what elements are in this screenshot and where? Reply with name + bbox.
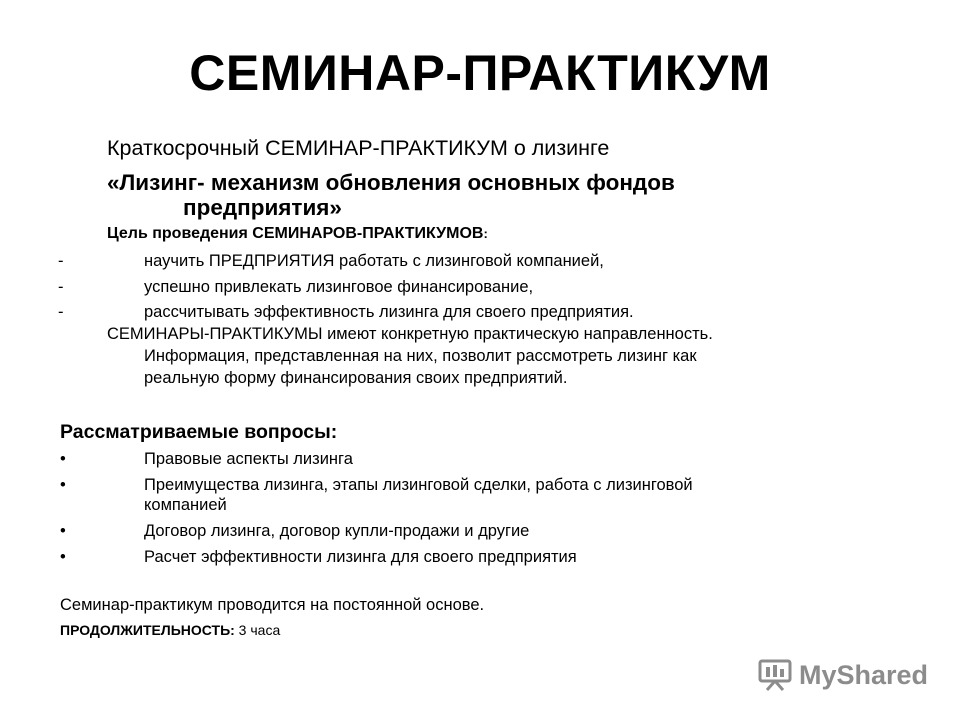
presentation-board-icon [757, 658, 793, 692]
question-text: Преимущества лизинга, этапы лизинговой сделки, работа с лизинговой [144, 476, 693, 494]
seminar-topic-line2: предприятия» [183, 195, 342, 220]
description-line1: СЕМИНАРЫ-ПРАКТИКУМЫ имеют конкретную практическую направленность. [107, 325, 713, 343]
dash-marker: - [58, 252, 64, 270]
seminar-topic-line1: «Лизинг- механизм обновления основных фондов [107, 170, 675, 195]
seminar-topic [107, 170, 675, 220]
goal-item [58, 278, 533, 297]
questions-heading: Рассматриваемые вопросы: [60, 421, 338, 443]
seminar-note: Семинар-практикум проводится на постоянной основе. [60, 596, 485, 614]
question-item [60, 521, 529, 541]
goal-item [58, 252, 604, 271]
goal-colon: : [483, 226, 488, 241]
dash-marker: - [58, 278, 64, 296]
description-paragraph [107, 323, 713, 389]
bullet-marker: • [60, 450, 66, 468]
question-item [60, 547, 577, 567]
question-item [60, 475, 693, 515]
bullet-marker: • [60, 476, 66, 494]
bullet-marker: • [60, 522, 66, 540]
watermark [757, 658, 928, 692]
description-line2: Информация, представленная на них, позволит рассмотреть лизинг как [144, 347, 697, 365]
goal-item-text: рассчитывать эффективность лизинга для своего предприятия. [144, 303, 634, 321]
intro-line: Краткосрочный СЕМИНАР-ПРАКТИКУМ о лизинге [107, 136, 610, 160]
question-text: Расчет эффективности лизинга для своего предприятия [144, 548, 577, 566]
goal-item [58, 303, 634, 322]
goal-item-text: успешно привлекать лизинговое финансирование, [144, 278, 534, 296]
slide-title: СЕМИНАР-ПРАКТИКУМ [189, 45, 771, 101]
watermark-text: MyShared [798, 659, 928, 690]
goal-heading [107, 225, 488, 243]
goal-item-text: научить ПРЕДПРИЯТИЯ работать с лизинговой компанией, [144, 252, 604, 270]
question-text: Договор лизинга, договор купли-продажи и другие [144, 522, 530, 540]
goal-label: Цель проведения СЕМИНАРОВ-ПРАКТИКУМОВ [107, 225, 484, 242]
dash-marker: - [58, 303, 64, 321]
bullet-marker: • [60, 548, 66, 566]
duration-label: ПРОДОЛЖИТЕЛЬНОСТЬ: [60, 622, 235, 638]
description-line3: реальную форму финансирования своих предприятий. [144, 369, 568, 387]
question-text: Правовые аспекты лизинга [144, 450, 353, 468]
duration [60, 622, 280, 638]
duration-value: 3 часа [234, 622, 281, 638]
question-item [60, 449, 353, 469]
question-text-continued: компанией [144, 496, 227, 514]
